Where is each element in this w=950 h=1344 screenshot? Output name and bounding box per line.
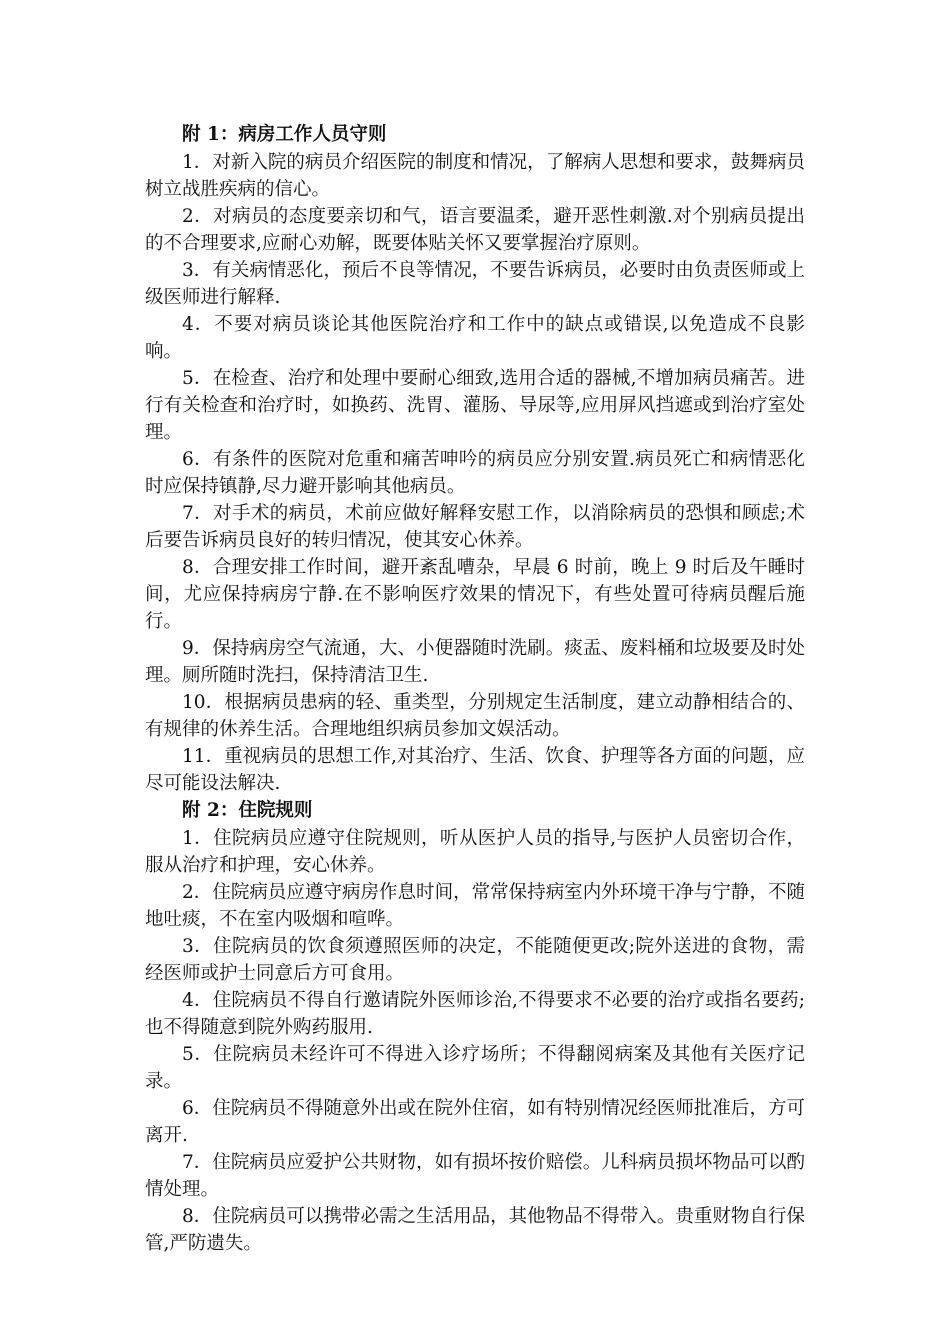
rule-item: 2．对病员的态度要亲切和气，语言要温柔，避开恶性刺激.对个别病员提出的不合理要求,应耐心劝解，既要体贴关怀又要掌握治疗原则。 [145, 206, 805, 254]
document-body [145, 121, 805, 1257]
rule-item: 3．有关病情恶化，预后不良等情况，不要告诉病员，必要时由负责医师或上级医师进行解释. [145, 260, 805, 308]
rule-item: 3．住院病员的饮食须遵照医师的决定，不能随便更改;院外送进的食物，需经医师或护士同意后方可食用。 [145, 936, 805, 984]
rule-item: 9．保持病房空气流通，大、小便器随时洗刷。痰盂、废料桶和垃圾要及时处理。厕所随时洗扫，保持清洁卫生. [145, 638, 805, 686]
rule-item: 5．在检查、治疗和处理中要耐心细致,选用合适的器械,不增加病员痛苦。进行有关检查和治疗时，如换药、洗胃、灌肠、导尿等,应用屏风挡遮或到治疗室处理。 [145, 368, 805, 443]
section-inpatient-rules [145, 797, 805, 1257]
rule-item: 4．住院病员不得自行邀请院外医师诊治,不得要求不必要的治疗或指名要药;也不得随意到院外购药服用. [145, 990, 805, 1038]
rule-item: 8．住院病员可以携带必需之生活用品，其他物品不得带入。贵重财物自行保管,严防遗失。 [145, 1206, 805, 1254]
rule-item: 2．住院病员应遵守病房作息时间，常常保持病室内外环境干净与宁静，不随地吐痰，不在室内吸烟和喧哗。 [145, 882, 805, 930]
rule-item: 8．合理安排工作时间，避开紊乱嘈杂，早晨 6 时前，晚上 9 时后及午睡时间，尤应保持病房宁静.在不影响医疗效果的情况下，有些处置可待病员醒后施行。 [145, 557, 805, 632]
section-heading: 附 2：住院规则 [182, 800, 313, 821]
rule-item: 7．住院病员应爱护公共财物，如有损坏按价赔偿。儿科病员损坏物品可以酌情处理。 [145, 1152, 805, 1200]
rule-item: 1．对新入院的病员介绍医院的制度和情况，了解病人思想和要求，鼓舞病员树立战胜疾病的信心。 [145, 152, 805, 200]
rule-item: 1．住院病员应遵守住院规则，听从医护人员的指导,与医护人员密切合作，服从治疗和护理，安心休养。 [145, 828, 805, 876]
section-ward-staff-rules [145, 121, 805, 797]
rule-item: 5．住院病员未经许可不得进入诊疗场所；不得翻阅病案及其他有关医疗记录。 [145, 1044, 805, 1092]
rule-item: 10．根据病员患病的轻、重类型，分别规定生活制度，建立动静相结合的、有规律的休养生活。合理地组织病员参加文娱活动。 [145, 692, 805, 740]
rule-item: 4．不要对病员谈论其他医院治疗和工作中的缺点或错误,以免造成不良影响。 [145, 314, 805, 362]
rule-item: 6．住院病员不得随意外出或在院外住宿，如有特别情况经医师批准后，方可离开. [145, 1098, 805, 1146]
rule-item: 11．重视病员的思想工作,对其治疗、生活、饮食、护理等各方面的问题，应尽可能设法解决. [145, 746, 805, 794]
rule-item: 6．有条件的医院对危重和痛苦呻吟的病员应分别安置.病员死亡和病情恶化时应保持镇静,尽力避开影响其他病员。 [145, 449, 805, 497]
section-heading: 附 1：病房工作人员守则 [182, 124, 387, 145]
rule-item: 7．对手术的病员，术前应做好解释安慰工作，以消除病员的恐惧和顾虑;术后要告诉病员良好的转归情况，使其安心休养。 [145, 503, 805, 551]
